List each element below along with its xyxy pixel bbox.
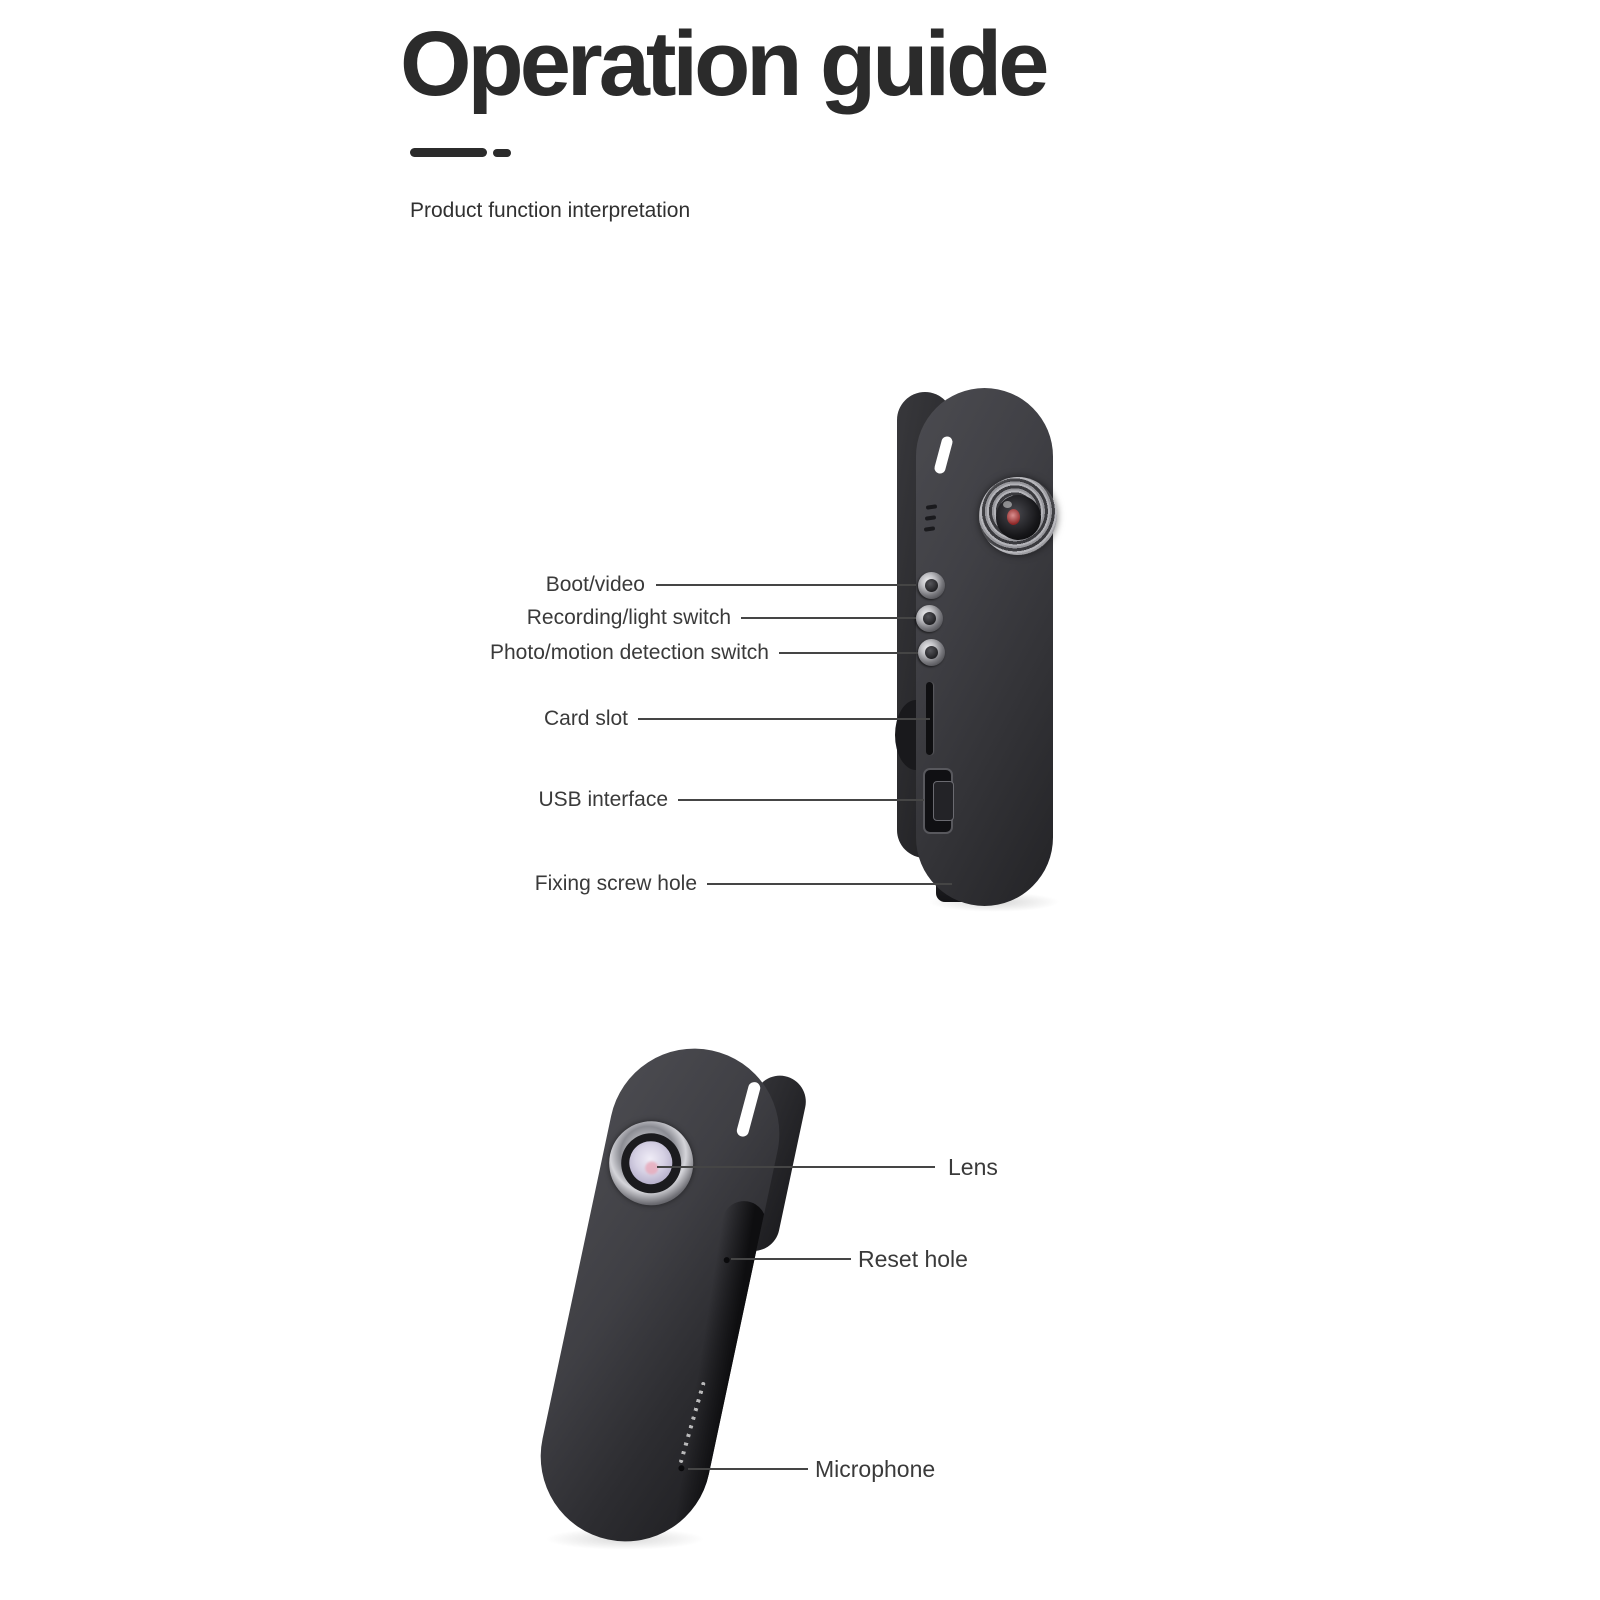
leader-line-photo-motion xyxy=(779,652,918,654)
side-lens-highlight xyxy=(1003,501,1012,508)
callout-text: Recording/light switch xyxy=(526,606,731,629)
callout-text: Microphone xyxy=(815,1456,936,1482)
title-dash-long xyxy=(410,148,487,157)
recording-light-switch-button xyxy=(916,605,943,632)
callout-text: Boot/video xyxy=(545,573,645,596)
callout-recording-light-switch xyxy=(527,604,731,631)
title-dash-short xyxy=(493,149,511,157)
front-view-body-surface xyxy=(525,1033,795,1557)
photo-motion-switch-button xyxy=(918,639,945,666)
callout-text: Reset hole xyxy=(858,1246,968,1272)
boot-video-button xyxy=(918,572,945,599)
leader-line-reset-hole xyxy=(731,1258,851,1260)
leader-line-lens xyxy=(657,1166,935,1168)
leader-line-card-slot xyxy=(638,718,930,720)
callout-text: Fixing screw hole xyxy=(534,872,697,895)
side-lens-red-glint xyxy=(1007,509,1020,525)
front-view-side-edge xyxy=(673,1198,770,1541)
leader-line-recording-light xyxy=(741,617,916,619)
leader-line-usb-interface xyxy=(678,799,924,801)
callout-text: USB interface xyxy=(538,788,668,811)
button-core xyxy=(925,646,938,659)
callout-fixing-screw-hole xyxy=(535,870,697,897)
page-title: Operation guide xyxy=(400,13,1046,115)
button-core xyxy=(925,579,938,592)
callout-text: Photo/motion detection switch xyxy=(490,641,769,664)
callout-usb-interface xyxy=(538,786,668,813)
usb-connector xyxy=(933,781,954,821)
leader-line-microphone xyxy=(688,1468,808,1470)
callout-text: Card slot xyxy=(543,707,628,730)
leader-line-fixing-screw xyxy=(707,883,952,885)
page-subtitle: Product function interpretation xyxy=(410,199,691,222)
callout-reset-hole xyxy=(858,1246,968,1273)
camera-front-view xyxy=(525,1033,795,1557)
button-core xyxy=(923,612,936,625)
callout-lens xyxy=(948,1154,998,1181)
leader-line-boot-video xyxy=(656,584,916,586)
callout-microphone xyxy=(815,1456,935,1483)
callout-text: Lens xyxy=(948,1154,998,1180)
callout-card-slot xyxy=(544,705,628,732)
callout-boot-video xyxy=(546,571,645,598)
callout-photo-motion-switch xyxy=(490,639,769,666)
